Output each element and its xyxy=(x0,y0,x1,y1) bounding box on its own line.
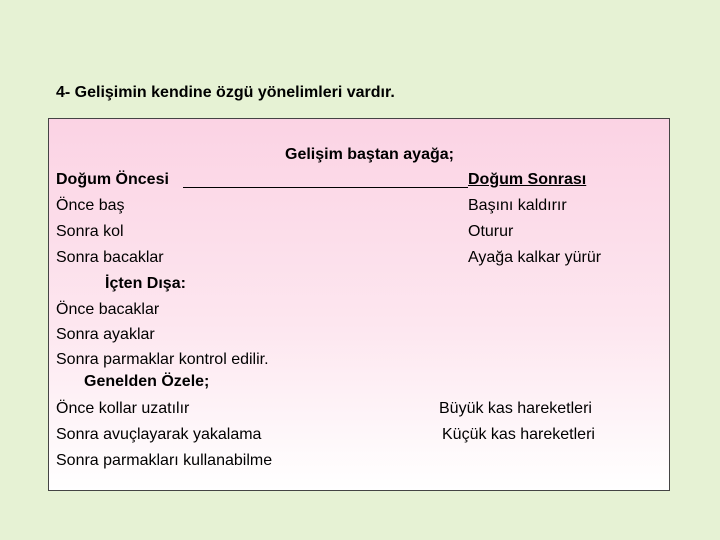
general-to-specific-left-item: Sonra avuçlayarak yakalama xyxy=(56,426,262,443)
general-to-specific-title: Genelden Özele; xyxy=(84,373,210,390)
right-item: Oturur xyxy=(468,223,514,240)
panel-title: Gelişim baştan ayağa; xyxy=(285,146,454,163)
inside-out-item: Sonra parmaklar kontrol edilir. xyxy=(56,351,269,368)
left-item: Sonra bacaklar xyxy=(56,249,164,266)
general-to-specific-left-item: Sonra parmakları kullanabilme xyxy=(56,452,273,469)
general-to-specific-right-item: Küçük kas hareketleri xyxy=(442,426,595,443)
right-item: Başını kaldırır xyxy=(468,197,567,214)
inside-out-item: Önce bacaklar xyxy=(56,301,160,318)
right-item: Ayağa kalkar yürür xyxy=(468,249,602,266)
inside-out-title: İçten Dışa: xyxy=(105,275,186,292)
right-header-postnatal: Doğum Sonrası xyxy=(468,171,587,188)
general-to-specific-right-item: Büyük kas hareketleri xyxy=(439,400,592,417)
general-to-specific-left-item: Önce kollar uzatılır xyxy=(56,400,190,417)
header-underline xyxy=(183,187,468,188)
inside-out-item: Sonra ayaklar xyxy=(56,326,155,343)
slide-heading: 4- Gelişimin kendine özgü yönelimleri vardır. xyxy=(56,84,395,101)
left-header-prenatal: Doğum Öncesi xyxy=(56,171,169,188)
left-item: Sonra kol xyxy=(56,223,124,240)
left-item: Önce baş xyxy=(56,197,125,214)
